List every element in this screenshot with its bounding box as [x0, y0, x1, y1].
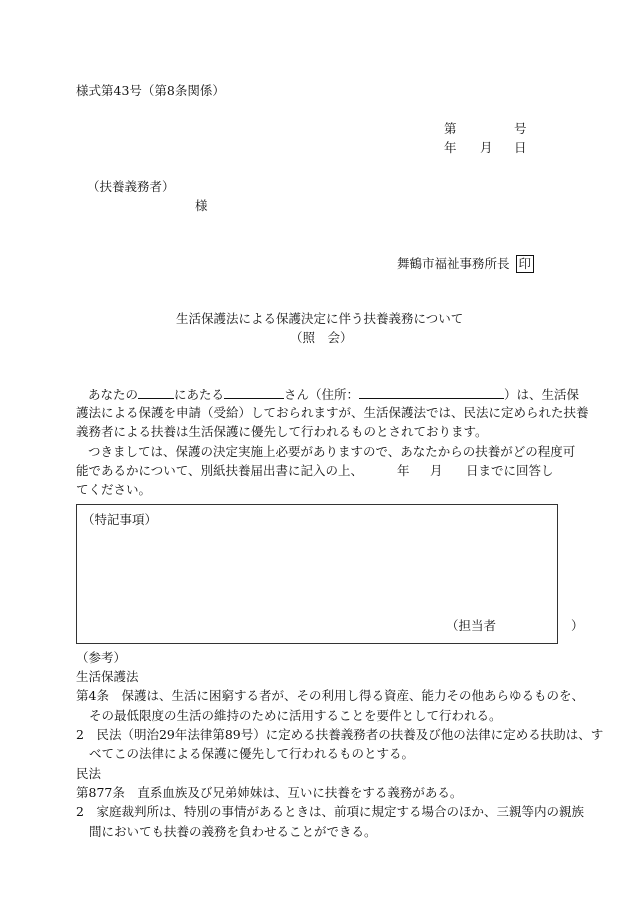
document-title: 生活保護法による保護決定に伴う扶養義務について: [176, 311, 464, 326]
seal-mark: 印: [516, 255, 535, 273]
law1-article4-line2: その最低限度の生活の維持のために活用することを要件として行われる。: [89, 708, 502, 723]
document-subtitle: （照 会）: [290, 330, 353, 345]
reply-year: 年: [397, 463, 410, 478]
law1-article4-line1: 第4条 保護は、生活に困窮する者が、その利用し得る資産、能力その他あらゆるものを、: [76, 688, 584, 703]
body-text: にあたる: [174, 387, 225, 402]
reply-month: 月: [430, 463, 443, 478]
body-line-2: 護法による保護を申請（受給）しておられますが、生活保護法では、民法に定められた扶養: [76, 405, 589, 420]
law2-name: 民法: [76, 766, 102, 781]
staff-label: （担当者 ）: [446, 618, 584, 633]
doc-number-go: 号: [514, 121, 527, 136]
special-notes-box[interactable]: [76, 504, 584, 644]
body-line-1: [88, 386, 579, 402]
relation-blank[interactable]: [138, 386, 174, 399]
body-text: 能であるかについて、別紙扶養届出書に記入の上、: [76, 463, 364, 478]
body-line-3: 義務者による扶養は生活保護に優先して行われるものとされております。: [76, 424, 488, 439]
form-number: 様式第43号（第8条関係）: [76, 83, 225, 98]
sender-name: 舞鶴市福祉事務所長: [397, 256, 510, 271]
body-text: ）は、生活保: [504, 387, 580, 402]
recipient-honorific: 様: [195, 198, 208, 213]
sender: [397, 255, 534, 273]
name-blank[interactable]: [224, 386, 284, 399]
law2-article877: 第877条 直系血族及び兄弟姉妹は、互いに扶養をする義務がある。: [76, 785, 463, 800]
body-line-5: [76, 465, 363, 478]
reference-heading: （参考）: [76, 650, 127, 665]
date-year: 年: [444, 140, 457, 155]
law1-paragraph2-line1: 2 民法（明治29年法律第89号）に定める扶養義務者の扶養及び他の法律に定める扶助は、す: [76, 727, 604, 742]
address-blank[interactable]: [359, 386, 504, 399]
reply-day: 日までに回答し: [466, 463, 554, 478]
law1-paragraph2-line2: べてこの法律による保護に優先して行われるものとする。: [89, 746, 415, 761]
body-line-6: てください。: [76, 482, 152, 497]
recipient-label: （扶養義務者）: [87, 179, 175, 194]
date-month: 月: [480, 140, 493, 155]
body-text: あなたの: [88, 387, 139, 402]
body-text: さん（住所：: [284, 387, 360, 402]
doc-number-dai: 第: [444, 121, 457, 136]
special-notes-label: （特記事項）: [82, 512, 158, 527]
law2-paragraph2-line2: 間においても扶養の義務を負わせることができる。: [89, 824, 377, 839]
law1-name: 生活保護法: [76, 669, 139, 684]
law2-paragraph2-line1: 2 家庭裁判所は、特別の事情があるときは、前項に規定する場合のほか、三親等内の親族: [76, 804, 584, 819]
date-day: 日: [514, 140, 527, 155]
body-line-4: つきましては、保護の決定実施上必要がありますので、あなたからの扶養がどの程度可: [88, 444, 576, 459]
